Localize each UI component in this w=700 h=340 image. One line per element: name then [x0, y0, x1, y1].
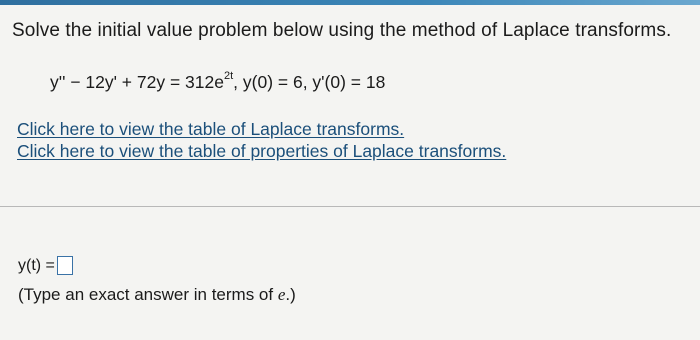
- answer-label: y(t) =: [18, 256, 55, 274]
- answer-hint: [18, 285, 296, 305]
- equation-conditions: , y(0) = 6, y'(0) = 18: [233, 72, 386, 92]
- answer-row: [18, 256, 73, 275]
- top-accent-bar: [0, 0, 700, 5]
- equation-lhs: y'' − 12y' + 72y = 312e: [50, 72, 224, 92]
- section-divider: [0, 206, 700, 207]
- answer-input[interactable]: [57, 256, 73, 275]
- laplace-properties-link[interactable]: Click here to view the table of properties of Laplace transforms.: [17, 141, 507, 161]
- laplace-table-link[interactable]: Click here to view the table of Laplace transforms.: [17, 119, 405, 139]
- hint-suffix: .): [285, 285, 296, 304]
- question-prompt: Solve the initial value problem below using the method of Laplace transforms.: [12, 20, 672, 41]
- equation-exponent: 2t: [223, 70, 234, 83]
- hint-prefix: (Type an exact answer in terms of: [18, 285, 278, 304]
- hint-variable: e: [277, 285, 286, 304]
- ode-equation: [50, 72, 385, 93]
